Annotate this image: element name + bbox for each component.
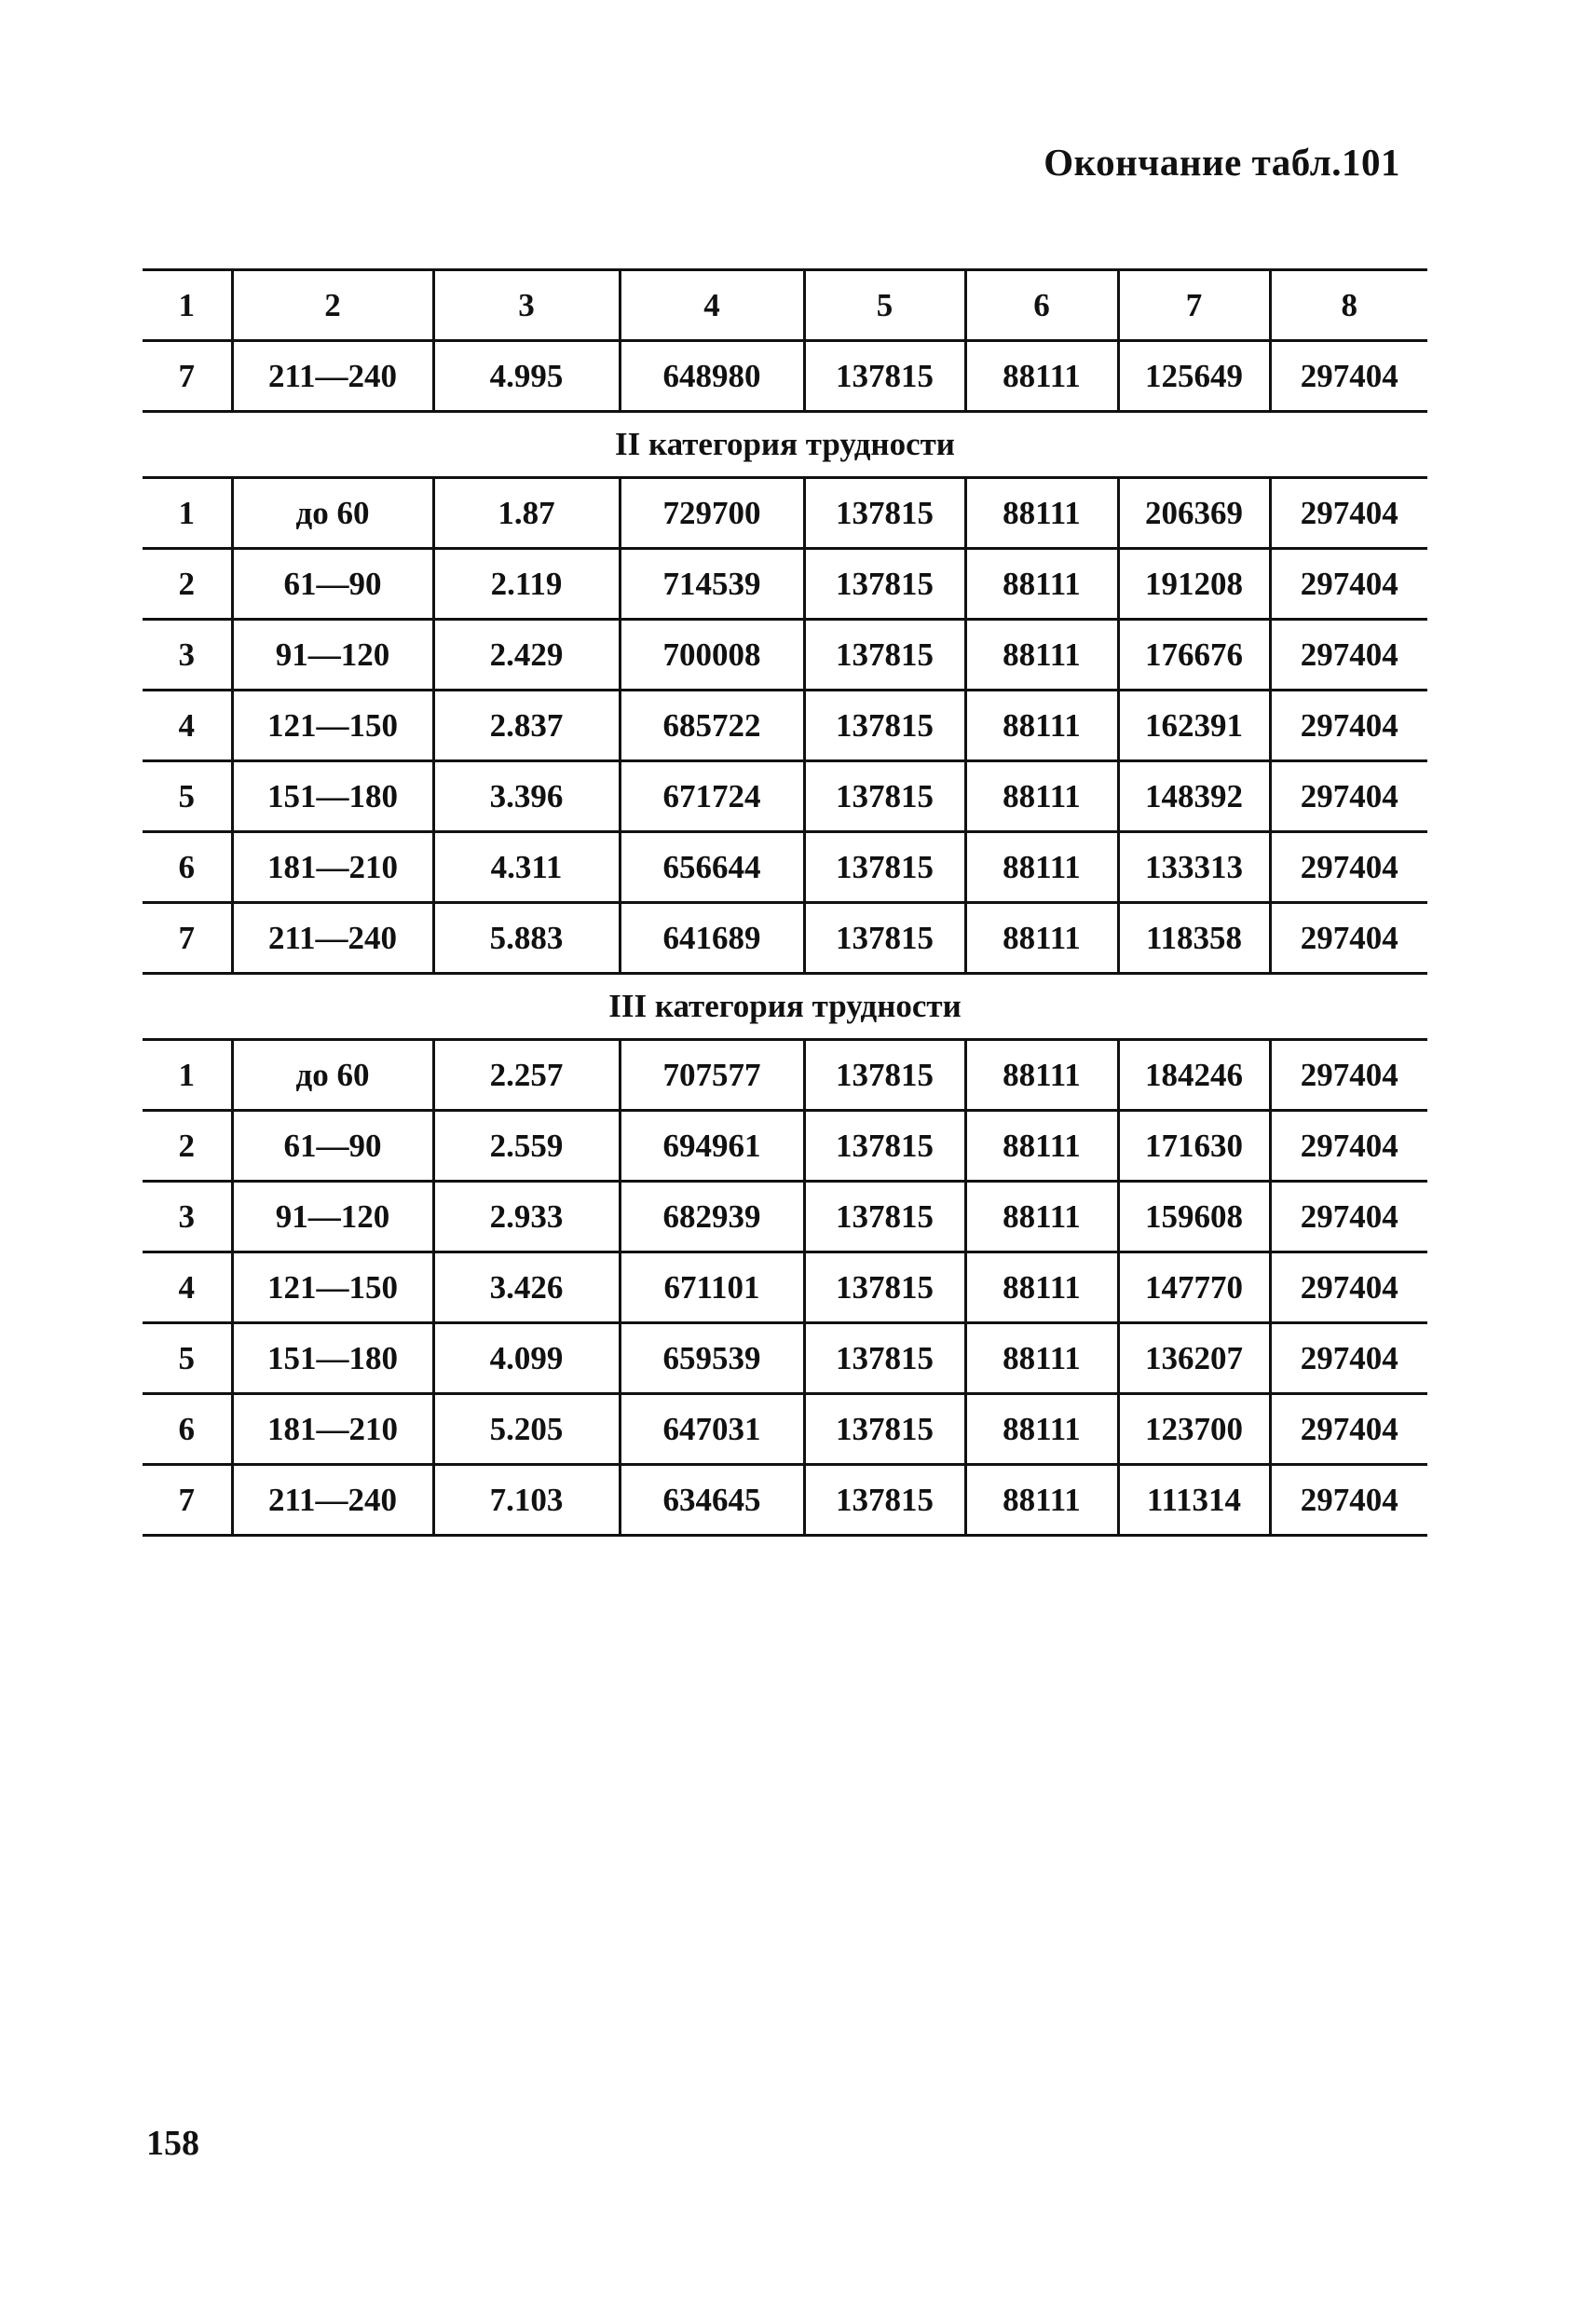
table-cell: 147770 bbox=[1118, 1252, 1270, 1323]
table-cell: 2.559 bbox=[433, 1111, 620, 1182]
table-cell: 88111 bbox=[965, 691, 1118, 761]
table-cell: 148392 bbox=[1118, 761, 1270, 832]
table-cell: 297404 bbox=[1270, 620, 1427, 691]
table-cell: 137815 bbox=[804, 1323, 965, 1394]
table-cell: 137815 bbox=[804, 341, 965, 412]
table-cell: 181—210 bbox=[232, 832, 433, 903]
table-cell: 136207 bbox=[1118, 1323, 1270, 1394]
table-row bbox=[143, 1111, 1427, 1182]
table-cell: 91—120 bbox=[232, 1182, 433, 1252]
table-cell: 297404 bbox=[1270, 341, 1427, 412]
table-cell: 88111 bbox=[965, 1111, 1118, 1182]
section-heading-row bbox=[143, 412, 1427, 478]
table-cell: 88111 bbox=[965, 620, 1118, 691]
table-cell: 1 bbox=[143, 1040, 232, 1111]
table-cell: 206369 bbox=[1118, 478, 1270, 549]
table-cell: 137815 bbox=[804, 691, 965, 761]
column-number-cell: 2 bbox=[232, 270, 433, 341]
table-cell: 297404 bbox=[1270, 1252, 1427, 1323]
table-cell: 671724 bbox=[620, 761, 804, 832]
table-row bbox=[143, 1252, 1427, 1323]
table-cell: 297404 bbox=[1270, 1323, 1427, 1394]
table-cell: до 60 bbox=[232, 1040, 433, 1111]
table-cell: 656644 bbox=[620, 832, 804, 903]
table-cell: 641689 bbox=[620, 903, 804, 974]
table-row bbox=[143, 478, 1427, 549]
table-row bbox=[143, 761, 1427, 832]
table-cell: 137815 bbox=[804, 1040, 965, 1111]
table-cell: 700008 bbox=[620, 620, 804, 691]
table-cell: 297404 bbox=[1270, 903, 1427, 974]
table-cell: 729700 bbox=[620, 478, 804, 549]
table-cell: 88111 bbox=[965, 1394, 1118, 1465]
table-cell: 137815 bbox=[804, 478, 965, 549]
table-cell: 7.103 bbox=[433, 1465, 620, 1536]
table-cell: 2.257 bbox=[433, 1040, 620, 1111]
table-cell: 3 bbox=[143, 1182, 232, 1252]
table-cell: 1.87 bbox=[433, 478, 620, 549]
table-cell: 5.205 bbox=[433, 1394, 620, 1465]
table-cell: 137815 bbox=[804, 1394, 965, 1465]
table-cell: 297404 bbox=[1270, 1182, 1427, 1252]
table-row bbox=[143, 832, 1427, 903]
table-cell: 297404 bbox=[1270, 1394, 1427, 1465]
table-cell: 4 bbox=[143, 691, 232, 761]
table-cell: 137815 bbox=[804, 549, 965, 620]
table-cell: 137815 bbox=[804, 761, 965, 832]
table-cell: 88111 bbox=[965, 832, 1118, 903]
table-cell: 3 bbox=[143, 620, 232, 691]
table-row bbox=[143, 1182, 1427, 1252]
table-cell: 7 bbox=[143, 341, 232, 412]
table-cell: 2 bbox=[143, 549, 232, 620]
table-cell: 121—150 bbox=[232, 1252, 433, 1323]
table-cell: 137815 bbox=[804, 1111, 965, 1182]
table-cell: до 60 bbox=[232, 478, 433, 549]
table-cell: 211—240 bbox=[232, 903, 433, 974]
table-cell: 88111 bbox=[965, 341, 1118, 412]
table-cell: 648980 bbox=[620, 341, 804, 412]
table-cell: 3.396 bbox=[433, 761, 620, 832]
column-number-cell: 5 bbox=[804, 270, 965, 341]
table-cell: 297404 bbox=[1270, 549, 1427, 620]
table-row bbox=[143, 1394, 1427, 1465]
table-cell: 137815 bbox=[804, 903, 965, 974]
table-cell: 7 bbox=[143, 1465, 232, 1536]
table-cell: 211—240 bbox=[232, 341, 433, 412]
table-cell: 123700 bbox=[1118, 1394, 1270, 1465]
table-cell: 91—120 bbox=[232, 620, 433, 691]
table-cell: 191208 bbox=[1118, 549, 1270, 620]
column-number-row bbox=[143, 270, 1427, 341]
table-row bbox=[143, 903, 1427, 974]
column-number-cell: 8 bbox=[1270, 270, 1427, 341]
table-cell: 88111 bbox=[965, 1252, 1118, 1323]
table-body bbox=[143, 270, 1427, 1536]
table-cell: 133313 bbox=[1118, 832, 1270, 903]
table-cell: 5 bbox=[143, 1323, 232, 1394]
table-cell: 137815 bbox=[804, 1182, 965, 1252]
table-cell: 151—180 bbox=[232, 1323, 433, 1394]
table-cell: 2.429 bbox=[433, 620, 620, 691]
table-cell: 61—90 bbox=[232, 1111, 433, 1182]
table-cell: 171630 bbox=[1118, 1111, 1270, 1182]
table-row bbox=[143, 549, 1427, 620]
table-cell: 647031 bbox=[620, 1394, 804, 1465]
table-cell: 297404 bbox=[1270, 1040, 1427, 1111]
table-cell: 61—90 bbox=[232, 549, 433, 620]
table-row bbox=[143, 341, 1427, 412]
table-cell: 3.426 bbox=[433, 1252, 620, 1323]
table-cell: 137815 bbox=[804, 1465, 965, 1536]
table-cell: 297404 bbox=[1270, 1465, 1427, 1536]
table-cell: 111314 bbox=[1118, 1465, 1270, 1536]
page-number: 158 bbox=[146, 2124, 199, 2163]
table-cell: 181—210 bbox=[232, 1394, 433, 1465]
table-cell: 88111 bbox=[965, 1465, 1118, 1536]
table-cell: 297404 bbox=[1270, 761, 1427, 832]
table-cell: 121—150 bbox=[232, 691, 433, 761]
table-cell: 707577 bbox=[620, 1040, 804, 1111]
table-cell: 634645 bbox=[620, 1465, 804, 1536]
table-cell: 88111 bbox=[965, 478, 1118, 549]
table-row bbox=[143, 1323, 1427, 1394]
column-number-cell: 7 bbox=[1118, 270, 1270, 341]
table-row bbox=[143, 691, 1427, 761]
table-cell: 184246 bbox=[1118, 1040, 1270, 1111]
data-table bbox=[143, 268, 1427, 1537]
table-row bbox=[143, 620, 1427, 691]
table-cell: 88111 bbox=[965, 761, 1118, 832]
table-cell: 5.883 bbox=[433, 903, 620, 974]
table-cell: 137815 bbox=[804, 1252, 965, 1323]
column-number-cell: 4 bbox=[620, 270, 804, 341]
table-cell: 4.995 bbox=[433, 341, 620, 412]
table-cell: 682939 bbox=[620, 1182, 804, 1252]
table-cell: 88111 bbox=[965, 903, 1118, 974]
table-cell: 659539 bbox=[620, 1323, 804, 1394]
table-cell: 4.311 bbox=[433, 832, 620, 903]
table-cell: 88111 bbox=[965, 549, 1118, 620]
column-number-cell: 1 bbox=[143, 270, 232, 341]
table-cell: 297404 bbox=[1270, 691, 1427, 761]
table-cell: 176676 bbox=[1118, 620, 1270, 691]
table-container bbox=[143, 268, 1427, 1537]
table-cell: 2.837 bbox=[433, 691, 620, 761]
table-cell: 88111 bbox=[965, 1182, 1118, 1252]
table-cell: 159608 bbox=[1118, 1182, 1270, 1252]
table-cell: 125649 bbox=[1118, 341, 1270, 412]
table-cell: 297404 bbox=[1270, 478, 1427, 549]
table-cell: 151—180 bbox=[232, 761, 433, 832]
table-cell: 2.119 bbox=[433, 549, 620, 620]
table-cell: 685722 bbox=[620, 691, 804, 761]
table-cell: 137815 bbox=[804, 620, 965, 691]
table-row bbox=[143, 1465, 1427, 1536]
table-row bbox=[143, 1040, 1427, 1111]
section-heading: II категория трудности bbox=[143, 412, 1427, 478]
table-cell: 714539 bbox=[620, 549, 804, 620]
column-number-cell: 6 bbox=[965, 270, 1118, 341]
table-caption: Окончание табл.101 bbox=[1044, 141, 1400, 184]
table-cell: 162391 bbox=[1118, 691, 1270, 761]
table-cell: 88111 bbox=[965, 1040, 1118, 1111]
table-cell: 671101 bbox=[620, 1252, 804, 1323]
column-number-cell: 3 bbox=[433, 270, 620, 341]
table-cell: 2.933 bbox=[433, 1182, 620, 1252]
table-cell: 5 bbox=[143, 761, 232, 832]
table-cell: 297404 bbox=[1270, 832, 1427, 903]
table-cell: 4.099 bbox=[433, 1323, 620, 1394]
table-cell: 2 bbox=[143, 1111, 232, 1182]
table-cell: 211—240 bbox=[232, 1465, 433, 1536]
table-cell: 7 bbox=[143, 903, 232, 974]
table-cell: 88111 bbox=[965, 1323, 1118, 1394]
table-cell: 137815 bbox=[804, 832, 965, 903]
section-heading-row bbox=[143, 974, 1427, 1040]
table-cell: 118358 bbox=[1118, 903, 1270, 974]
table-cell: 297404 bbox=[1270, 1111, 1427, 1182]
table-cell: 6 bbox=[143, 832, 232, 903]
table-cell: 1 bbox=[143, 478, 232, 549]
table-cell: 694961 bbox=[620, 1111, 804, 1182]
table-cell: 6 bbox=[143, 1394, 232, 1465]
section-heading: III категория трудности bbox=[143, 974, 1427, 1040]
table-cell: 4 bbox=[143, 1252, 232, 1323]
